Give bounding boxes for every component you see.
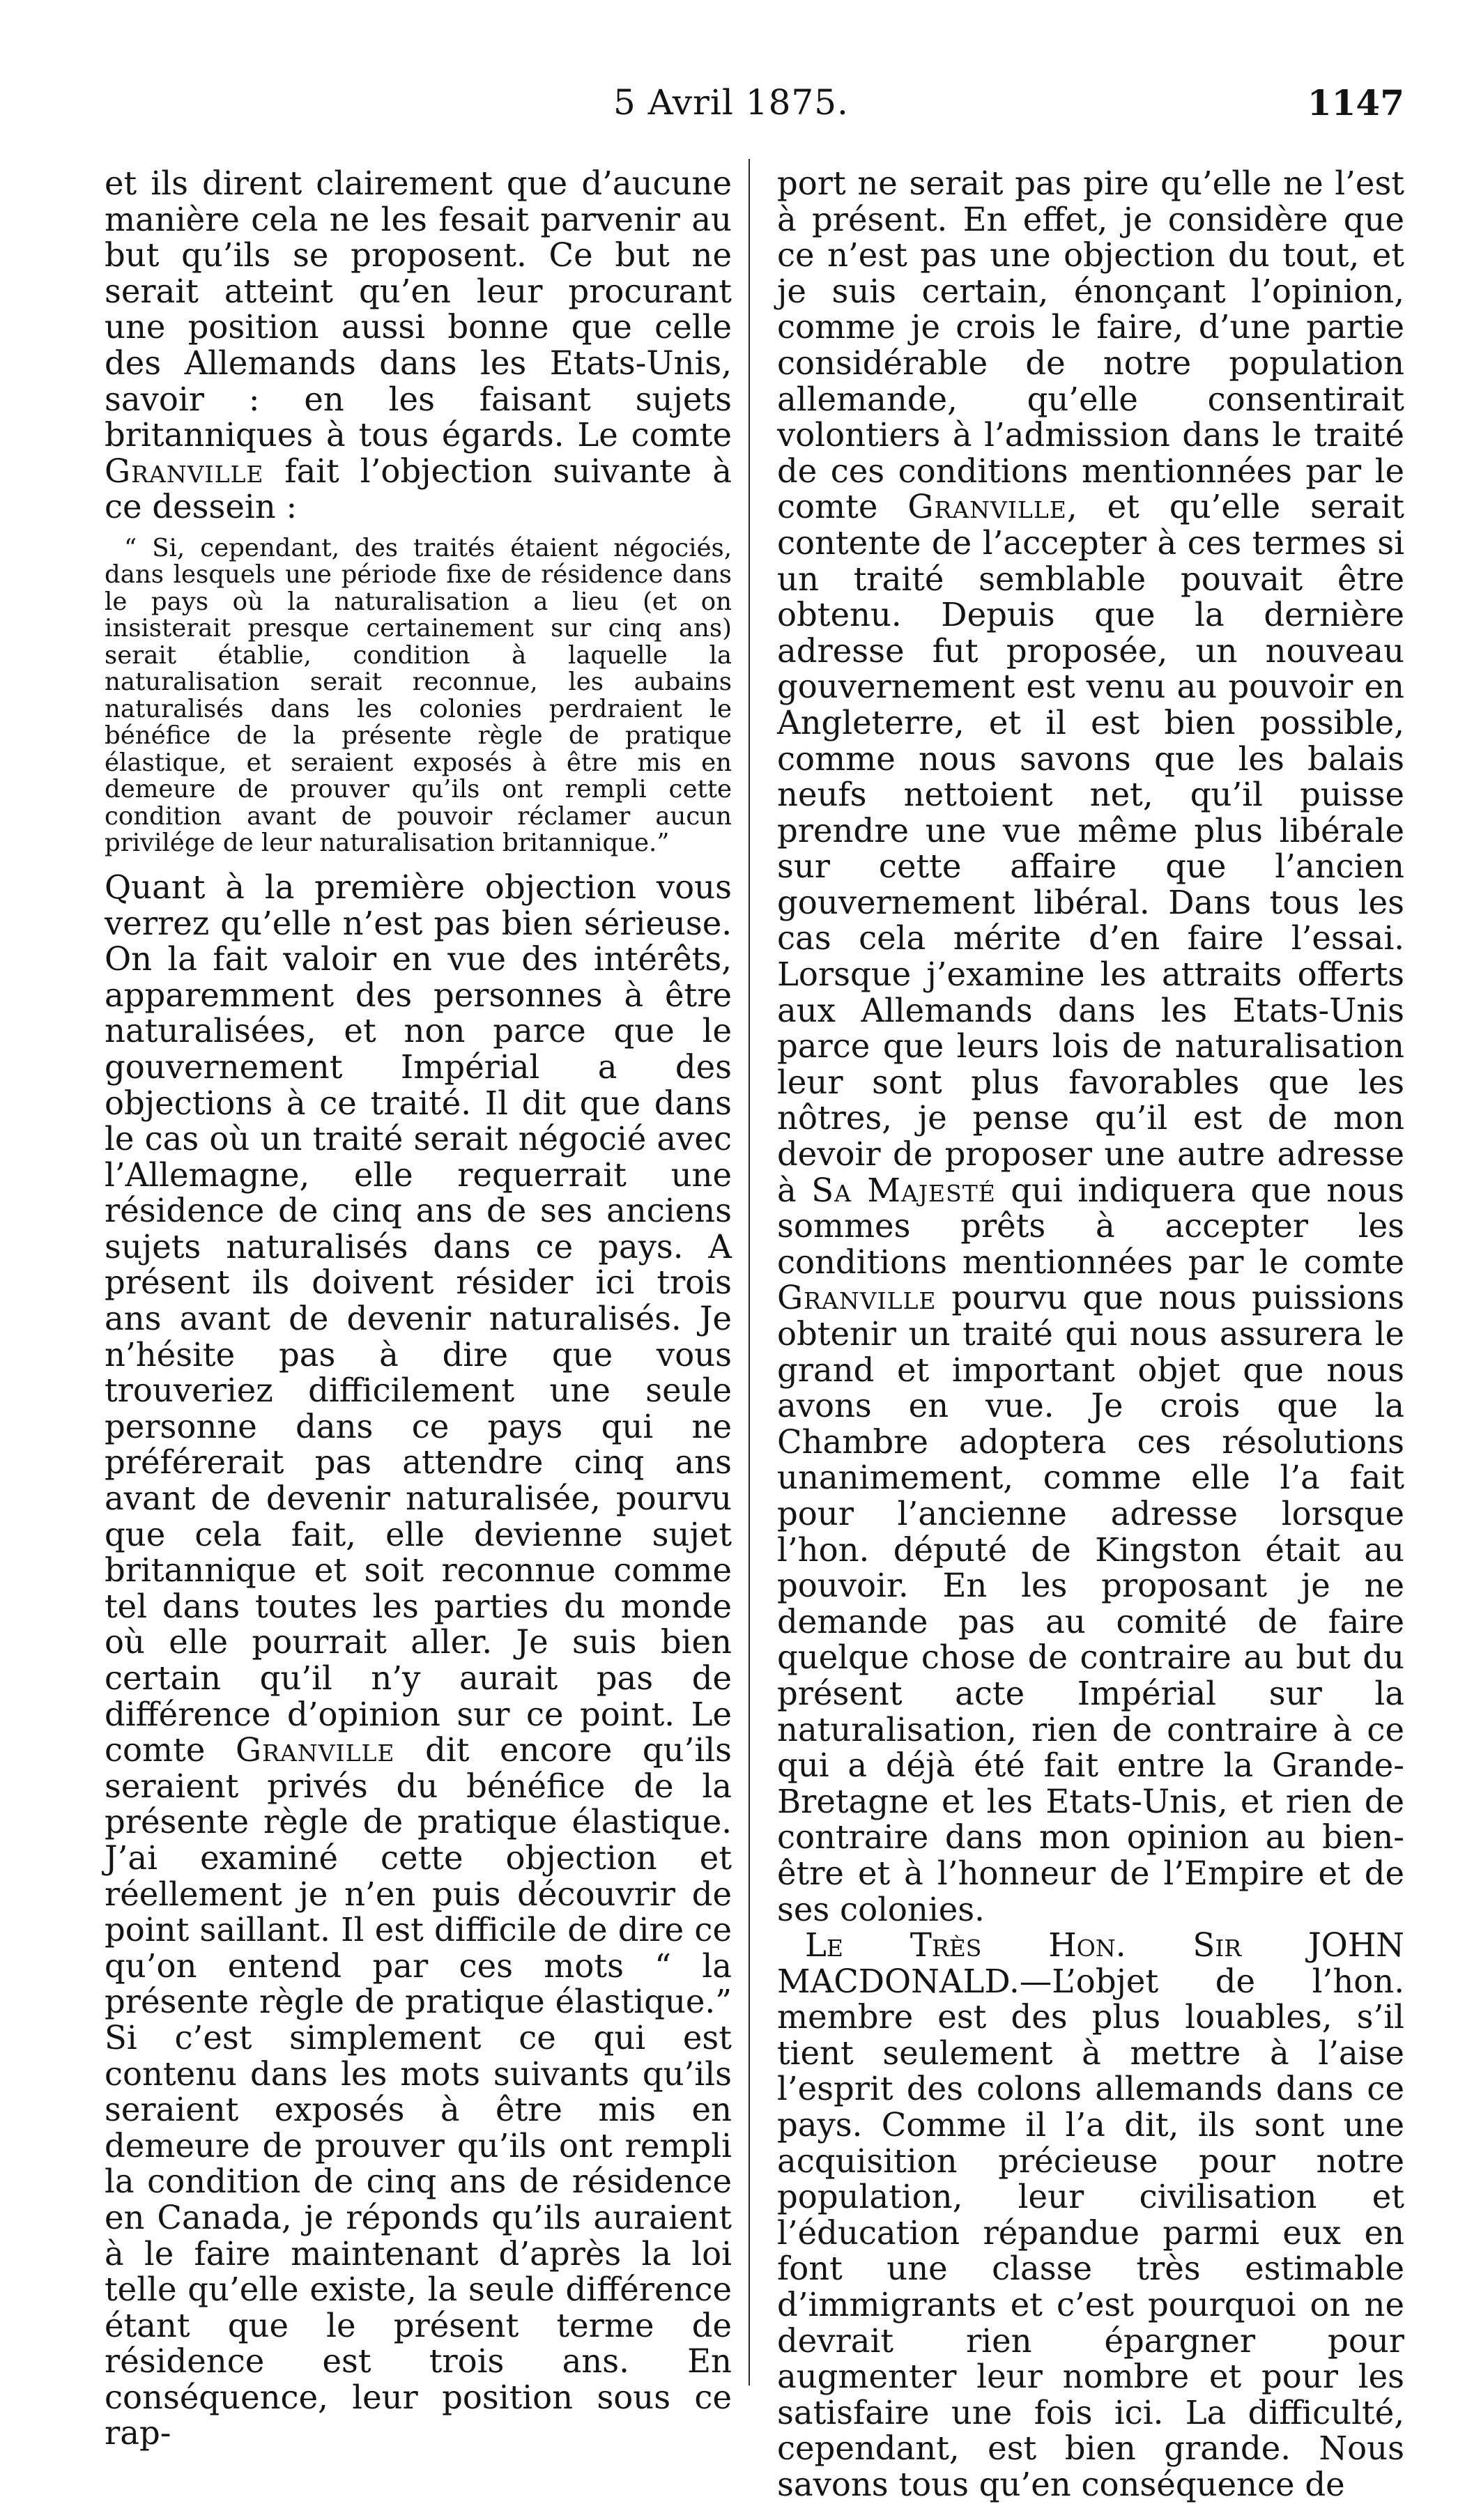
left-column: [105, 166, 732, 2452]
paragraph: [777, 1928, 1404, 2503]
person-name: Granville: [105, 452, 264, 490]
text-run: pourvu que nous puissions obtenir un traité qui nous assurera le grand et important objet que nous avons en vue. Je crois que la Chambre adoptera ces résolutions unanimement, comme elle l’a fait pour l’ancienne adresse lorsque l’hon. député de Kingston était au pouvoir. En les proposant je ne demande pas au comité de faire quelque chose de contraire au but du présent acte Impérial sur la naturalisation, rien de contraire à ce qui a déjà été fait entre la Grande-Bretagne et les Etats-Unis, et rien de contraire dans mon opinion au bien-être et à l’honneur de l’Empire et de ses colonies.: [777, 1279, 1404, 1928]
majesty-title: Sa Majesté: [811, 1171, 996, 1209]
text-run: —L’objet de l’hon. membre est des plus louables, s’il tient seulement à mettre à l’aise l’esprit des colons allemands dans ce pays. Comme il l’a dit, ils sont une acquisition précieuse pour notre population, leur civilisation et l’éducation répandue parmi eux en font une classe très estimable d’immigrants et c’est pourquoi on ne devrait rien épargner pour augmenter leur nombre et pour les satisfaire une fois ici. La difficulté, cependant, est bien grande. Nous savons tous qu’en conséquence de: [777, 1962, 1404, 2503]
person-name: Granville: [777, 1279, 937, 1317]
speaker-name: JOHN MACDONALD.: [777, 1926, 1404, 2000]
paragraph: [105, 166, 732, 525]
paragraph: [777, 166, 1404, 1928]
page-number: 1147: [1307, 82, 1404, 123]
column-divider: [749, 159, 750, 2385]
text-run: , et qu’elle serait contente de l’accepter à ces termes si un traité semblable pouvait être obtenu. Depuis que la dernière adresse fut proposée, un nouveau gouvernement est venu au pouvoir en Angleterre, et il est bien possible, comme nous savons que les balais neufs nettoient net, qu’il puisse prendre une vue même plus libérale sur cette affaire que l’ancien gouvernement libéral. Dans tous les cas cela mérite d’en faire l’essai. Lorsque j’examine les attraits offerts aux Allemands dans les Etats-Unis parce que leurs lois de naturalisation leur sont plus favorables que les nôtres, je pense qu’il est de mon devoir de proposer une autre adresse à: [777, 488, 1404, 1209]
text-run: fait l’objection suivante à ce dessein :: [105, 452, 732, 526]
right-column: [777, 166, 1404, 2503]
text-run: qui indiquera que nous sommes prêts à accepter les conditions mentionnées par le comte: [777, 1171, 1405, 1281]
person-name: Granville: [907, 488, 1067, 526]
text-run: port ne serait pas pire qu’elle ne l’est à présent. En effet, je considère que ce n’est pas une objection du tout, et je suis certain, énonçant l’opinion, comme je crois le faire, d’une partie considérable de notre population allemande, qu’elle consentirait volontiers à l’admission dans le traité de ces conditions mentionnées par le comte: [777, 164, 1404, 526]
person-name: Granville: [235, 1731, 395, 1769]
text-run: et ils dirent clairement que d’aucune manière cela ne les fesait parvenir au but qu’ils se proposent. Ce but ne serait atteint qu’en leur procurant une position aussi bonne que celle des Allemands dans les Etats-Unis, savoir : en les faisant sujets britanniques à tous égards. Le comte: [105, 164, 732, 454]
paragraph: [105, 870, 732, 2452]
text-run: Quant à la première objection vous verrez qu’elle n’est pas bien sérieuse. On la fait valoir en vue des intérêts, apparemment des personnes à être naturalisées, et non parce que le gouvernement Impérial a des objections à ce traité. Il dit que dans le cas où un traité serait négocié avec l’Allemagne, elle requerrait une résidence de cinq ans de ses anciens sujets naturalisés dans ce pays. A présent ils doivent résider ici trois ans avant de devenir naturalisés. Je n’hésite pas à dire que vous trouveriez difficilement une seule personne dans ce pays qui ne préférerait pas attendre cinq ans avant de devenir naturalisée, pourvu que cela fait, elle devienne sujet britannique et soit reconnue comme tel dans toutes les parties du monde où elle pourrait aller. Je suis bien certain qu’il n’y aurait pas de différence d’opinion sur ce point. Le comte: [105, 868, 732, 1769]
text-run: dit encore qu’ils seraient privés du bénéfice de la présente règle de pratique élastique. J’ai examiné cette objection et réellement je n’en puis découvrir de point saillant. Il est difficile de dire ce qu’on entend par ces mots “ la présente règle de pratique élastique.” Si c’est simplement ce qui est contenu dans les mots suivants qu’ils seraient exposés à être mis en demeure de prouver qu’ils ont rempli la condition de cinq ans de résidence en Canada, je réponds qu’ils auraient à le faire maintenant d’après la loi telle qu’elle existe, la seule différence étant que le présent terme de résidence est trois ans. En conséquence, leur position sous ce rap-: [105, 1731, 732, 2452]
running-head: [105, 82, 1404, 138]
page-date: 5 Avril 1875.: [613, 82, 849, 123]
speaker-title: Le Très Hon. Sir: [805, 1926, 1242, 1965]
block-quote: “ Si, cependant, des traités étaient négociés, dans lesquels une période fixe de résidence dans le pays où la naturalisation a lieu (et on insisterait presque certainement sur cinq ans) serait établie, condition à laquelle la naturalisation serait reconnue, les aubains naturalisés dans les colonies perdraient le bénéfice de la présente règle de pratique élastique, et seraient exposés à être mis en demeure de prouver qu’ils ont rempli cette condition avant de pouvoir réclamer aucun privilége de leur naturalisation britannique.”: [105, 533, 732, 858]
